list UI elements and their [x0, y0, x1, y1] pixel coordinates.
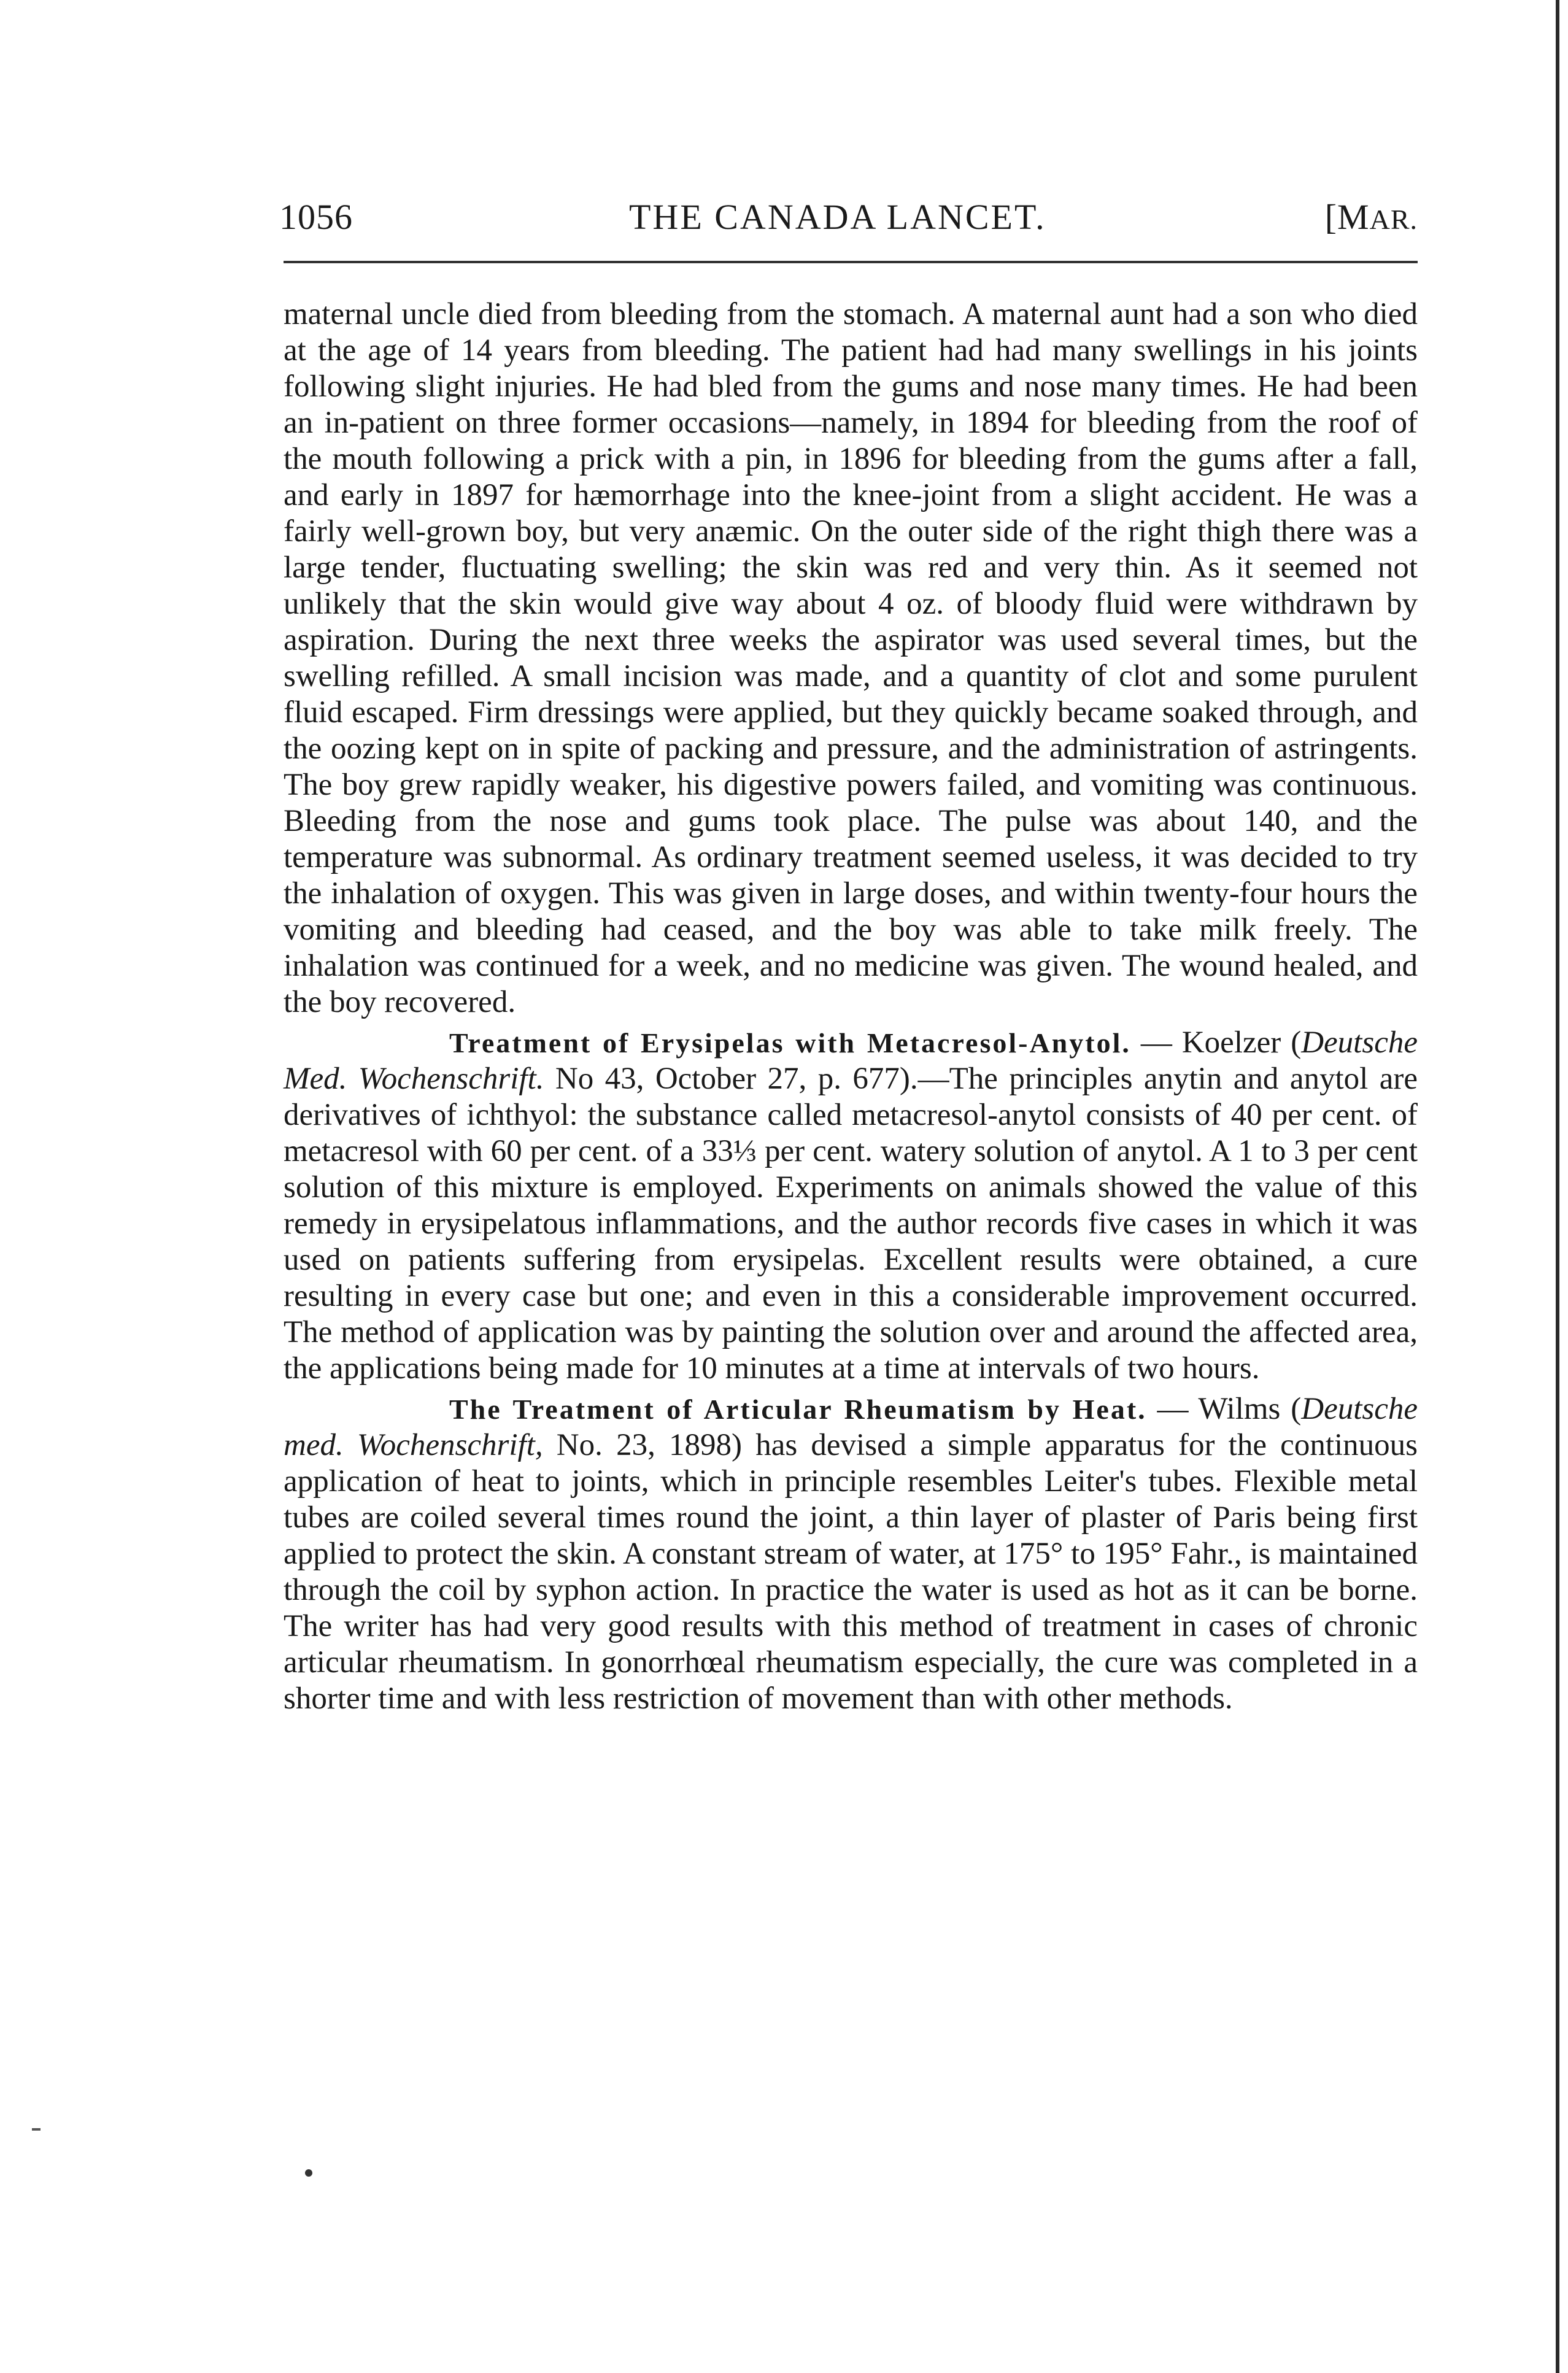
- journal-title: THE CANADA LANCET.: [629, 197, 1046, 237]
- article-lead: — Koelzer (: [1130, 1025, 1302, 1060]
- citation: Deutsche med. Wochenschrift,: [284, 1392, 1418, 1462]
- article-body: [284, 296, 1418, 1717]
- paragraph-text: No 43, October 27, p. 677).—The principles anytin and anytol are derivatives of ichthyol: the substance called metacresol-anytol consists of 40 per cent. of metacresol with 60 per cent. of a 33⅓ per cent. watery solution of anytol. A 1 to 3 per cent solution of this mixture is employed. Experiments on animals showed the value of this remedy in erysipelatous inflammations, and the author records five cases in which it was used on patients suffering from erysipelas. Excellent results were obtained, a cure resulting in every case but one; and even in this a considerable improvement occurred. The method of application was by painting the solution over and around the affected area, the applications being made for 10 minutes at a time at intervals of two hours.: [284, 1062, 1418, 1386]
- article-lead: — Wilms (: [1146, 1392, 1302, 1426]
- article-heading: The Treatment of Articular Rheumatism by Heat.: [449, 1394, 1147, 1425]
- running-header: [279, 196, 1418, 252]
- header-rule: [284, 261, 1418, 263]
- paragraph-rheumatism: [284, 1391, 1418, 1717]
- section-mark: [MAR.: [1324, 197, 1418, 237]
- citation: Deutsche Med. Wochenschrift.: [284, 1025, 1418, 1096]
- page-edge-rule: [1556, 0, 1559, 2373]
- ink-dot: [305, 2169, 312, 2177]
- page-number: 1056: [279, 197, 353, 237]
- paragraph-erysipelas: [284, 1025, 1418, 1387]
- paragraph-case-report: maternal uncle died from bleeding from the stomach. A maternal aunt had a son who died at the age of 14 years from bleeding. The patient had had many swellings in his joints following slight injuries. He had bled from the gums and nose many times. He had been an in-patient on three former occasions—namely, in 1894 for bleeding from the roof of the mouth following a prick with a pin, in 1896 for bleeding from the gums after a fall, and early in 1897 for hæmorrhage into the knee-joint from a slight accident. He was a fairly well-grown boy, but very anæmic. On the outer side of the right thigh there was a large tender, fluctuating swelling; the skin was red and very thin. As it seemed not unlikely that the skin would give way about 4 oz. of bloody fluid were withdrawn by aspiration. During the next three weeks the aspirator was used several times, but the swelling refilled. A small incision was made, and a quantity of clot and some purulent fluid escaped. Firm dressings were applied, but they quickly became soaked through, and the oozing kept on in spite of packing and pressure, and the administration of astringents. The boy grew rapidly weaker, his digestive powers failed, and vomiting was continuous. Bleeding from the nose and gums took place. The pulse was about 140, and the temperature was subnormal. As ordinary treatment seemed useless, it was decided to try the inhalation of oxygen. This was given in large doses, and within twenty-four hours the vomiting and bleeding had ceased, and the boy was able to take milk freely. The inhalation was continued for a week, and no medicine was given. The wound healed, and the boy recovered.: [284, 297, 1418, 1019]
- article-heading: Treatment of Erysipelas with Metacresol-Anytol.: [449, 1027, 1131, 1059]
- paragraph-text: No. 23, 1898) has devised a simple apparatus for the continuous application of heat to joints, which in principle resembles Leiter's tubes. Flexible metal tubes are coiled several times round the joint, a thin layer of plaster of Paris being first applied to protect the skin. A constant stream of water, at 175° to 195° Fahr., is maintained through the coil by syphon action. In practice the water is used as hot as it can be borne. The writer has had very good results with this method of treatment in cases of chronic articular rheumatism. In gonorrhœal rheumatism especially, the cure was completed in a shorter time and with less restriction of movement than with other methods.: [284, 1428, 1418, 1716]
- margin-mark: [32, 2128, 41, 2131]
